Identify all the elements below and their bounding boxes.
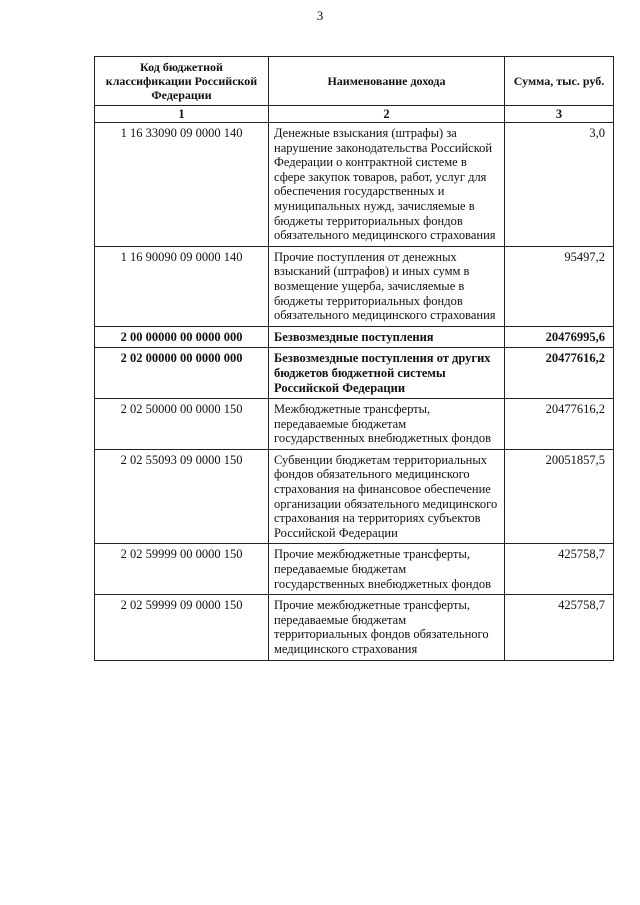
table-header-row bbox=[95, 57, 614, 106]
revenue-name-cell: Прочие межбюджетные трансферты, передаваемые бюджетам территориальных фондов обязательного медицинского страхования bbox=[269, 595, 505, 660]
amount-cell: 20476995,6 bbox=[505, 326, 614, 348]
amount-cell: 20477616,2 bbox=[505, 399, 614, 450]
revenue-name-cell: Субвенции бюджетам территориальных фондов обязательного медицинского страхования на финансовое обеспечение организации обязательного медицинского страхования на территориях субъектов Российской Федерации bbox=[269, 449, 505, 544]
amount-cell: 425758,7 bbox=[505, 595, 614, 660]
page-number: 3 bbox=[316, 8, 324, 23]
table-row bbox=[95, 544, 614, 595]
column-number-1: 1 bbox=[95, 106, 269, 123]
budget-code-cell: 2 02 59999 09 0000 150 bbox=[95, 595, 269, 660]
table-row bbox=[95, 399, 614, 450]
amount-cell: 20477616,2 bbox=[505, 348, 614, 399]
budget-code-cell: 2 02 50000 00 0000 150 bbox=[95, 399, 269, 450]
column-number-2: 2 bbox=[269, 106, 505, 123]
revenue-name-cell: Денежные взыскания (штрафы) за нарушение законодательства Российской Федерации о контрактной системе в сфере закупок товаров, работ, услуг для обеспечения государственных и муниципальных нужд, зачисляемые в бюджеты территориальных фондов обязательного медицинского страхования bbox=[269, 123, 505, 247]
column-number-row bbox=[95, 106, 614, 123]
table-body bbox=[95, 123, 614, 661]
amount-cell: 425758,7 bbox=[505, 544, 614, 595]
revenue-name-cell: Безвозмездные поступления bbox=[269, 326, 505, 348]
header-name: Наименование дохода bbox=[269, 57, 505, 106]
budget-code-cell: 2 00 00000 00 0000 000 bbox=[95, 326, 269, 348]
revenue-name-cell: Безвозмездные поступления от других бюджетов бюджетной системы Российской Федерации bbox=[269, 348, 505, 399]
table-row bbox=[95, 326, 614, 348]
table-row bbox=[95, 246, 614, 326]
budget-code-cell: 2 02 59999 00 0000 150 bbox=[95, 544, 269, 595]
amount-cell: 3,0 bbox=[505, 123, 614, 247]
amount-cell: 20051857,5 bbox=[505, 449, 614, 544]
budget-code-cell: 1 16 90090 09 0000 140 bbox=[95, 246, 269, 326]
table-row bbox=[95, 348, 614, 399]
budget-code-cell: 1 16 33090 09 0000 140 bbox=[95, 123, 269, 247]
table-row bbox=[95, 449, 614, 544]
header-amount: Сумма, тыс. руб. bbox=[505, 57, 614, 106]
budget-code-cell: 2 02 55093 09 0000 150 bbox=[95, 449, 269, 544]
revenue-name-cell: Межбюджетные трансферты, передаваемые бюджетам государственных внебюджетных фондов bbox=[269, 399, 505, 450]
header-code: Код бюджетной классификации Российской Федерации bbox=[95, 57, 269, 106]
amount-cell: 95497,2 bbox=[505, 246, 614, 326]
revenue-name-cell: Прочие поступления от денежных взысканий (штрафов) и иных сумм в возмещение ущерба, зачисляемые в бюджеты территориальных фондов обязательного медицинского страхования bbox=[269, 246, 505, 326]
column-number-3: 3 bbox=[505, 106, 614, 123]
revenue-table bbox=[94, 56, 614, 661]
revenue-name-cell: Прочие межбюджетные трансферты, передаваемые бюджетам государственных внебюджетных фондов bbox=[269, 544, 505, 595]
table-row bbox=[95, 595, 614, 660]
table-row bbox=[95, 123, 614, 247]
budget-code-cell: 2 02 00000 00 0000 000 bbox=[95, 348, 269, 399]
